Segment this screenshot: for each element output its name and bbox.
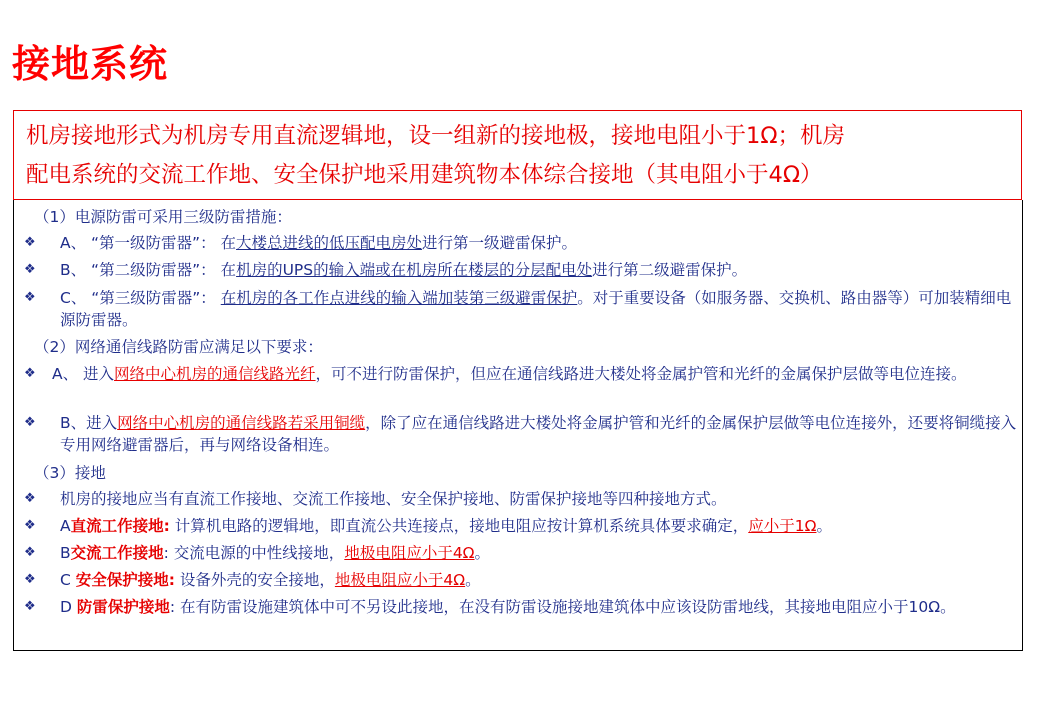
page-title: 接地系统 [12, 42, 169, 86]
detail-box: （1）电源防雷可采用三级防雷措施： ❖ A、 “第一级防雷器”： 在大楼总进线的低压配电房处进行第一级避雷保护。 ❖ B、 “第二级防雷器”： 在机房的UPS的输入端或在机房所在楼层的分层配电处进行第二级避雷保护。 ❖ C、 “第三级防雷器”： 在机房的各工作点进线的输入端加装第三级避雷保护。对于重要设备（如服务器、交换机、路由器等）可加装精细电源防雷器。 （2）网络通信线路防雷应满足以下要求： ❖ A、 进入网络中心机房的通信线路光纤，可不进行防雷保护，但应在通信线路进大楼处将金属护管和光纤的金属保护层做等电位连接。 ❖ B、进入网络中心机房的通信线路若采用铜缆，除了应在通信线路进大楼处将金属护管和光纤的金属保护层做等电位连接外，还要将铜缆接入专用网络避雷器后，再与网络设备相连。 （3）接地 ❖ 机房的接地应当有直流工作接地、交流工作接地、安全保护接地、防雷保护接地等四种接地方式。 ❖ A直流工作接地: 计算机电路的逻辑地，即直流公共连接点，接地电阻应按计算机系统具体要求确定，应小于1Ω。 ❖ B交流工作接地: 交流电源的中性线接地，地极电阻应小于4Ω。 ❖ C 安全保护接地: 设备外壳的安全接地，地极电阻应小于4Ω。 ❖ D 防雷保护接地: 在有防雷设施建筑体中可不另设此接地，在没有防雷设施接地建筑体中应该设防雷地线，其接地电阻应小于10Ω。 [13, 200, 1023, 651]
diamond-bullet-icon: ❖ [24, 366, 36, 381]
diamond-bullet-icon: ❖ [24, 518, 36, 533]
summary-box [13, 110, 1022, 200]
section-2-heading: （2）网络通信线路防雷应满足以下要求： [34, 338, 323, 356]
diamond-bullet-icon: ❖ [24, 491, 36, 506]
summary-line-1: 机房接地形式为机房专用直流逻辑地，设一组新的接地极，接地电阻小于1Ω；机房 [26, 123, 846, 149]
diamond-bullet-icon: ❖ [24, 262, 36, 277]
section-3-heading: （3）接地 [34, 464, 106, 482]
summary-line-2: 配电系统的交流工作地、安全保护地采用建筑物本体综合接地（其电阻小于4Ω） [26, 162, 823, 188]
diamond-bullet-icon: ❖ [24, 235, 36, 250]
diamond-bullet-icon: ❖ [24, 290, 36, 305]
diamond-bullet-icon: ❖ [24, 599, 36, 614]
diamond-bullet-icon: ❖ [24, 572, 36, 587]
diamond-bullet-icon: ❖ [24, 545, 36, 560]
diamond-bullet-icon: ❖ [24, 415, 36, 430]
section-1-heading: （1）电源防雷可采用三级防雷措施： [34, 208, 292, 226]
